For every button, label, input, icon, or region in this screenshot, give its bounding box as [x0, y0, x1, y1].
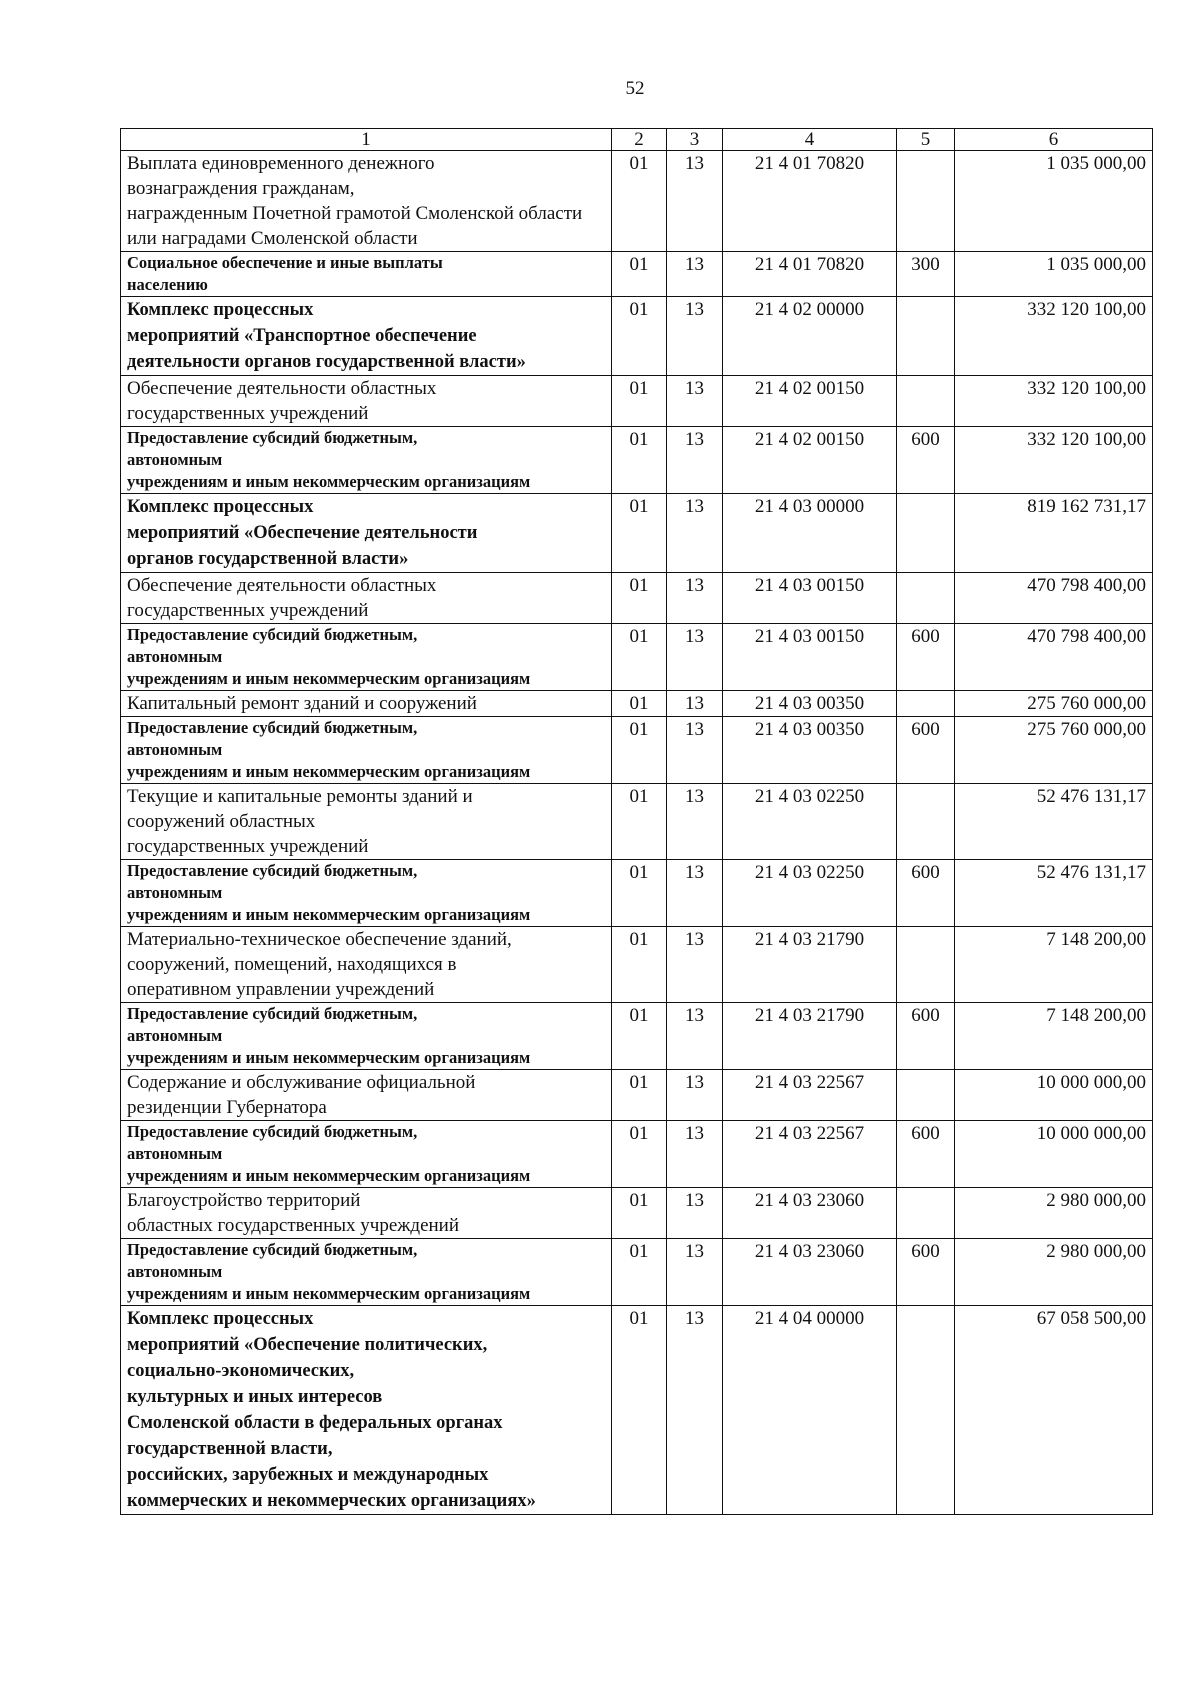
table-row — [121, 297, 1153, 376]
column-number-row — [121, 129, 1153, 151]
row-amount: 2 980 000,00 — [955, 1188, 1153, 1239]
row-name-line: Обеспечение деятельности областных — [127, 378, 437, 399]
row-expense-type: 600 — [897, 427, 955, 494]
row-subsection: 13 — [667, 1306, 723, 1515]
row-amount: 332 120 100,00 — [955, 297, 1153, 376]
row-subsection: 13 — [667, 1003, 723, 1070]
row-subsection: 13 — [667, 717, 723, 784]
row-name-line: культурных и иных интересов — [127, 1387, 383, 1407]
row-name — [121, 1306, 612, 1515]
row-expense-type — [897, 376, 955, 427]
row-amount: 1 035 000,00 — [955, 252, 1153, 297]
budget-table — [120, 128, 1153, 1515]
row-name-line: Предоставление субсидий бюджетным, — [127, 428, 418, 447]
row-expense-type — [897, 297, 955, 376]
table-row — [121, 573, 1153, 624]
row-expense-type: 600 — [897, 1003, 955, 1070]
row-target-article: 21 4 03 22567 — [723, 1121, 897, 1188]
row-name-line: автономным — [127, 450, 223, 469]
row-subsection: 13 — [667, 1239, 723, 1306]
row-name-line: автономным — [127, 1144, 223, 1163]
row-expense-type — [897, 927, 955, 1003]
row-amount: 7 148 200,00 — [955, 1003, 1153, 1070]
row-subsection: 13 — [667, 376, 723, 427]
row-name — [121, 1003, 612, 1070]
row-expense-type: 600 — [897, 624, 955, 691]
row-name-line: вознаграждения гражданам, — [127, 178, 355, 199]
table-row — [121, 691, 1153, 717]
row-target-article: 21 4 02 00150 — [723, 376, 897, 427]
row-target-article: 21 4 03 02250 — [723, 784, 897, 860]
row-name — [121, 927, 612, 1003]
row-name-line: Смоленской области в федеральных органах — [127, 1413, 503, 1433]
column-number-name: 1 — [121, 129, 612, 151]
column-number-subsection: 3 — [667, 129, 723, 151]
row-name-line: Предоставление субсидий бюджетным, — [127, 1122, 418, 1141]
row-subsection: 13 — [667, 297, 723, 376]
row-name-line: российских, зарубежных и международных — [127, 1465, 489, 1485]
row-name — [121, 297, 612, 376]
row-target-article: 21 4 03 00350 — [723, 691, 897, 717]
table-row — [121, 494, 1153, 573]
row-name — [121, 151, 612, 252]
row-name-line: Материально-техническое обеспечение зданий, — [127, 929, 512, 950]
row-name-line: учреждениям и иным некоммерческим организациям — [127, 905, 531, 924]
row-name-line: мероприятий «Обеспечение политических, — [127, 1335, 488, 1355]
row-target-article: 21 4 03 23060 — [723, 1188, 897, 1239]
row-expense-type: 600 — [897, 860, 955, 927]
row-subsection: 13 — [667, 151, 723, 252]
row-expense-type — [897, 691, 955, 717]
row-subsection: 13 — [667, 1188, 723, 1239]
row-amount: 275 760 000,00 — [955, 691, 1153, 717]
row-expense-type: 600 — [897, 717, 955, 784]
row-subsection: 13 — [667, 691, 723, 717]
row-section: 01 — [612, 427, 667, 494]
row-name-line: автономным — [127, 1026, 223, 1045]
row-expense-type — [897, 573, 955, 624]
column-number-target-article: 4 — [723, 129, 897, 151]
row-name-line: мероприятий «Обеспечение деятельности — [127, 523, 478, 543]
row-name: Капитальный ремонт зданий и сооружений — [121, 691, 612, 717]
row-target-article: 21 4 02 00150 — [723, 427, 897, 494]
row-amount: 1 035 000,00 — [955, 151, 1153, 252]
row-name — [121, 1188, 612, 1239]
row-amount: 2 980 000,00 — [955, 1239, 1153, 1306]
row-amount: 52 476 131,17 — [955, 860, 1153, 927]
row-section: 01 — [612, 624, 667, 691]
row-target-article: 21 4 03 21790 — [723, 927, 897, 1003]
table-row — [121, 252, 1153, 297]
row-section: 01 — [612, 252, 667, 297]
row-name — [121, 252, 612, 297]
row-name-line: Предоставление субсидий бюджетным, — [127, 625, 418, 644]
row-section: 01 — [612, 691, 667, 717]
row-amount: 7 148 200,00 — [955, 927, 1153, 1003]
row-expense-type — [897, 151, 955, 252]
row-section: 01 — [612, 1306, 667, 1515]
row-expense-type: 600 — [897, 1239, 955, 1306]
table-row — [121, 376, 1153, 427]
row-name-line: Текущие и капитальные ремонты зданий и — [127, 786, 473, 807]
row-section: 01 — [612, 151, 667, 252]
row-target-article: 21 4 03 00350 — [723, 717, 897, 784]
row-name — [121, 1121, 612, 1188]
row-name — [121, 860, 612, 927]
row-name-line: Комплекс процессных — [127, 497, 314, 517]
row-name — [121, 494, 612, 573]
row-name-line: мероприятий «Транспортное обеспечение — [127, 326, 477, 346]
column-number-section: 2 — [612, 129, 667, 151]
row-name — [121, 427, 612, 494]
row-target-article: 21 4 03 02250 — [723, 860, 897, 927]
table-row — [121, 1070, 1153, 1121]
row-subsection: 13 — [667, 1070, 723, 1121]
row-name — [121, 573, 612, 624]
row-name-line: Выплата единовременного денежного — [127, 153, 435, 174]
row-target-article: 21 4 04 00000 — [723, 1306, 897, 1515]
row-section: 01 — [612, 1239, 667, 1306]
row-subsection: 13 — [667, 784, 723, 860]
row-name-line: государственных учреждений — [127, 403, 369, 424]
row-subsection: 13 — [667, 427, 723, 494]
row-name-line: Содержание и обслуживание официальной — [127, 1072, 476, 1093]
row-name-line: автономным — [127, 740, 223, 759]
row-expense-type — [897, 1070, 955, 1121]
row-name-line: Предоставление субсидий бюджетным, — [127, 861, 418, 880]
row-expense-type — [897, 1306, 955, 1515]
row-name-line: или наградами Смоленской области — [127, 228, 418, 249]
row-name-line: автономным — [127, 1262, 223, 1281]
row-expense-type — [897, 784, 955, 860]
row-name-line: учреждениям и иным некоммерческим организациям — [127, 762, 531, 781]
row-expense-type: 300 — [897, 252, 955, 297]
row-name-line: государственных учреждений — [127, 600, 369, 621]
row-name-line: Благоустройство территорий — [127, 1190, 361, 1211]
table-row — [121, 1188, 1153, 1239]
row-name-line: резиденции Губернатора — [127, 1097, 327, 1118]
row-name-line: Предоставление субсидий бюджетным, — [127, 1240, 418, 1259]
row-name-line: автономным — [127, 883, 223, 902]
row-name-line: Комплекс процессных — [127, 1309, 314, 1329]
row-amount: 332 120 100,00 — [955, 427, 1153, 494]
row-name-line: учреждениям и иным некоммерческим организациям — [127, 1166, 531, 1185]
row-target-article: 21 4 03 21790 — [723, 1003, 897, 1070]
row-name-line: Социальное обеспечение и иные выплаты — [127, 253, 443, 272]
row-target-article: 21 4 03 00150 — [723, 624, 897, 691]
row-amount: 67 058 500,00 — [955, 1306, 1153, 1515]
row-amount: 52 476 131,17 — [955, 784, 1153, 860]
row-name-line: учреждениям и иным некоммерческим организациям — [127, 1048, 531, 1067]
row-subsection: 13 — [667, 624, 723, 691]
row-section: 01 — [612, 297, 667, 376]
row-name-line: награжденным Почетной грамотой Смоленской области — [127, 203, 583, 224]
row-name-line: сооружений областных — [127, 811, 316, 832]
row-section: 01 — [612, 717, 667, 784]
row-name-line: коммерческих и некоммерческих организациях» — [127, 1491, 536, 1511]
row-target-article: 21 4 01 70820 — [723, 252, 897, 297]
row-amount: 332 120 100,00 — [955, 376, 1153, 427]
row-name-line: учреждениям и иным некоммерческим организациям — [127, 1284, 531, 1303]
row-name-line: социально-экономических, — [127, 1361, 355, 1381]
page-number: 52 — [625, 78, 645, 99]
table-row — [121, 1003, 1153, 1070]
table-body — [121, 151, 1153, 1515]
row-amount: 470 798 400,00 — [955, 573, 1153, 624]
row-name — [121, 624, 612, 691]
table-row — [121, 1121, 1153, 1188]
row-section: 01 — [612, 573, 667, 624]
row-name — [121, 376, 612, 427]
column-number-amount: 6 — [955, 129, 1153, 151]
row-name-line: учреждениям и иным некоммерческим организациям — [127, 472, 531, 491]
row-name-line: автономным — [127, 647, 223, 666]
row-section: 01 — [612, 1121, 667, 1188]
row-name-line: Комплекс процессных — [127, 300, 314, 320]
row-section: 01 — [612, 1003, 667, 1070]
column-number-expense-type: 5 — [897, 129, 955, 151]
row-name-line: Предоставление субсидий бюджетным, — [127, 718, 418, 737]
table-row — [121, 717, 1153, 784]
row-target-article: 21 4 02 00000 — [723, 297, 897, 376]
row-subsection: 13 — [667, 252, 723, 297]
table-row — [121, 1306, 1153, 1515]
row-amount: 275 760 000,00 — [955, 717, 1153, 784]
row-target-article: 21 4 03 22567 — [723, 1070, 897, 1121]
row-target-article: 21 4 01 70820 — [723, 151, 897, 252]
row-expense-type — [897, 494, 955, 573]
row-section: 01 — [612, 494, 667, 573]
row-amount: 819 162 731,17 — [955, 494, 1153, 573]
row-section: 01 — [612, 927, 667, 1003]
row-name-line: государственной власти, — [127, 1439, 333, 1459]
row-name-line: оперативном управлении учреждений — [127, 979, 435, 1000]
row-section: 01 — [612, 1188, 667, 1239]
row-subsection: 13 — [667, 573, 723, 624]
row-name — [121, 784, 612, 860]
row-name-line: деятельности органов государственной власти» — [127, 352, 526, 372]
row-section: 01 — [612, 784, 667, 860]
table-row — [121, 927, 1153, 1003]
row-amount: 10 000 000,00 — [955, 1070, 1153, 1121]
row-name-line: органов государственной власти» — [127, 549, 409, 569]
row-expense-type — [897, 1188, 955, 1239]
row-name-line: областных государственных учреждений — [127, 1215, 460, 1236]
row-name — [121, 1239, 612, 1306]
row-target-article: 21 4 03 00000 — [723, 494, 897, 573]
row-name-line: учреждениям и иным некоммерческим организациям — [127, 669, 531, 688]
row-subsection: 13 — [667, 927, 723, 1003]
row-subsection: 13 — [667, 1121, 723, 1188]
row-name-line: Обеспечение деятельности областных — [127, 575, 437, 596]
table-row — [121, 860, 1153, 927]
row-expense-type: 600 — [897, 1121, 955, 1188]
row-amount: 470 798 400,00 — [955, 624, 1153, 691]
row-name-line: сооружений, помещений, находящихся в — [127, 954, 457, 975]
row-subsection: 13 — [667, 494, 723, 573]
row-amount: 10 000 000,00 — [955, 1121, 1153, 1188]
table-row — [121, 427, 1153, 494]
row-name-line: государственных учреждений — [127, 836, 369, 857]
table-row — [121, 1239, 1153, 1306]
row-target-article: 21 4 03 23060 — [723, 1239, 897, 1306]
row-name-line: Предоставление субсидий бюджетным, — [127, 1004, 418, 1023]
row-name — [121, 1070, 612, 1121]
row-section: 01 — [612, 860, 667, 927]
row-name — [121, 717, 612, 784]
table-row — [121, 151, 1153, 252]
row-name-line: населению — [127, 275, 208, 294]
row-section: 01 — [612, 376, 667, 427]
table-row — [121, 784, 1153, 860]
table-row — [121, 624, 1153, 691]
row-target-article: 21 4 03 00150 — [723, 573, 897, 624]
row-section: 01 — [612, 1070, 667, 1121]
row-subsection: 13 — [667, 860, 723, 927]
